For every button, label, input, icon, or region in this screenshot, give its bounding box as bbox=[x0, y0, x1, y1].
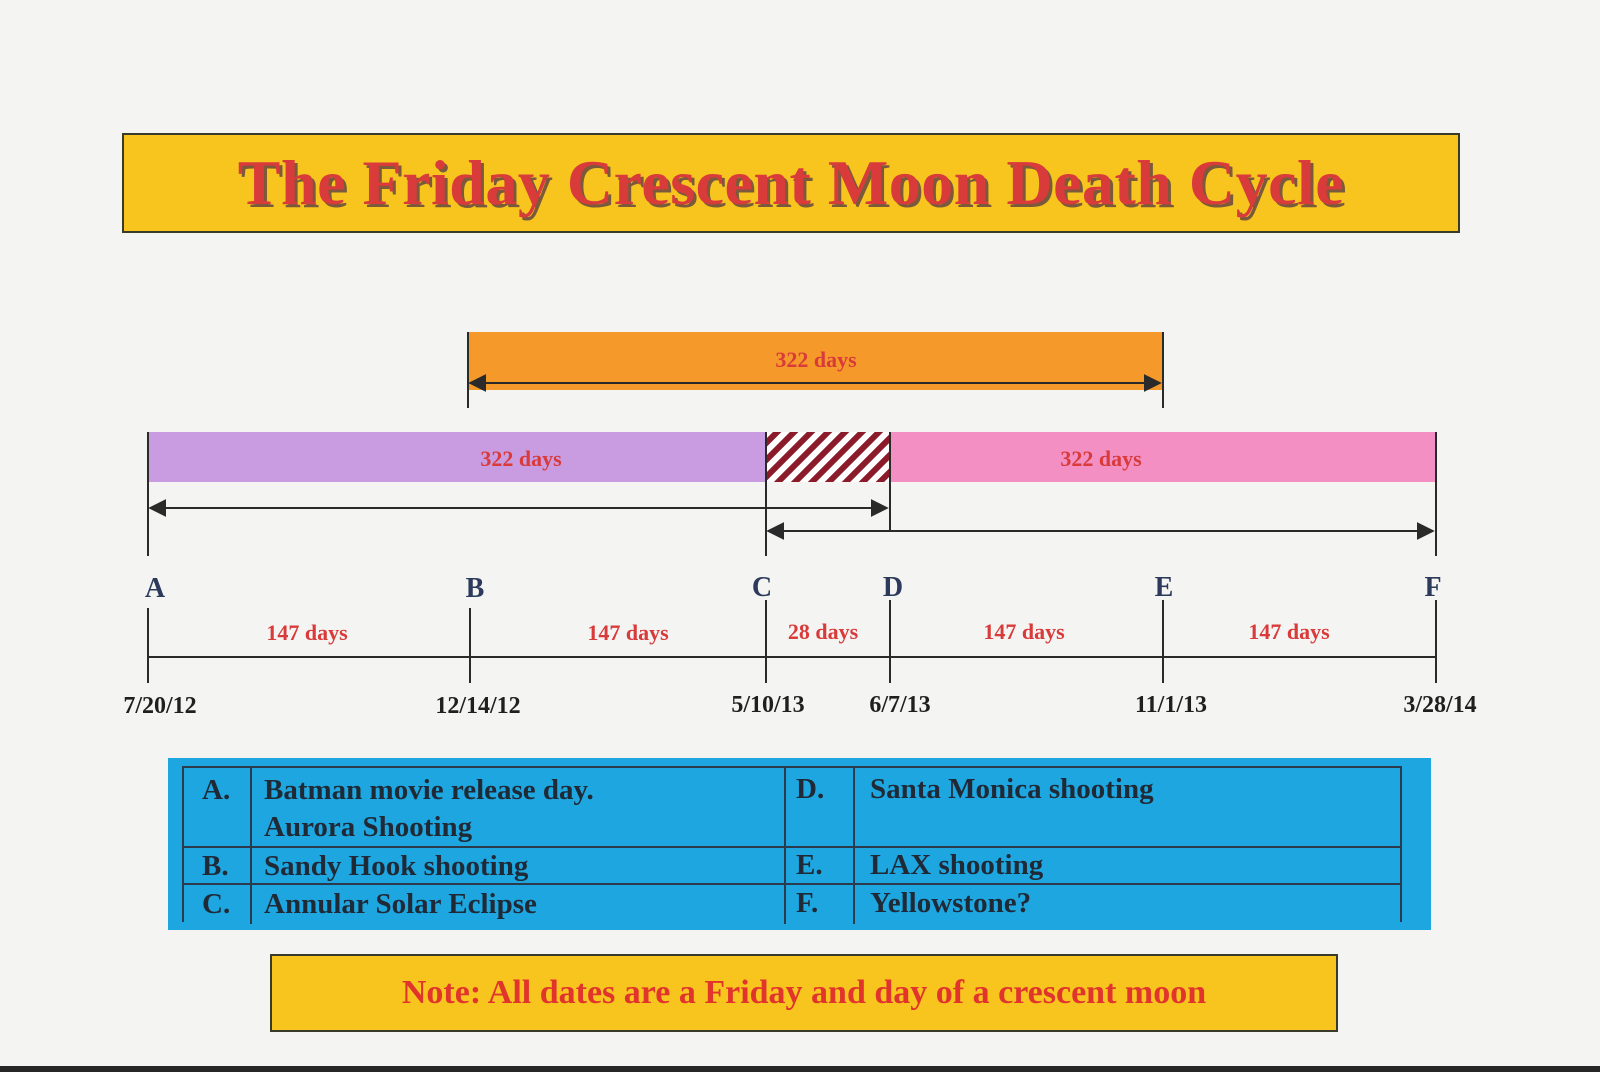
legend-key-d: D. bbox=[796, 773, 825, 805]
legend-desc-a-line1: Batman movie release day. bbox=[264, 774, 594, 806]
legend-grid bbox=[182, 766, 1402, 922]
interval-label-c-d: 28 days bbox=[787, 619, 859, 644]
point-letter-d: D bbox=[882, 572, 904, 603]
point-letter-f: F bbox=[1424, 572, 1442, 603]
interval-label-e-f: 147 days bbox=[1248, 619, 1330, 644]
legend-key-b: B. bbox=[202, 850, 229, 882]
span-label-b-to-e: 322 days bbox=[775, 347, 857, 372]
bottom-border bbox=[0, 1066, 1600, 1072]
legend-key-f: F. bbox=[796, 887, 819, 919]
interval-label-d-e: 147 days bbox=[983, 619, 1065, 644]
legend-desc-a-line2: Aurora Shooting bbox=[264, 811, 473, 843]
point-letter-a: A bbox=[144, 573, 166, 604]
note-text: Note: All dates are a Friday and day of a crescent moon bbox=[401, 974, 1207, 1011]
legend-desc-f: Yellowstone? bbox=[870, 887, 1032, 919]
legend-table bbox=[168, 758, 1431, 930]
span-label-a-to-d: 322 days bbox=[480, 446, 562, 471]
legend-key-c: C. bbox=[202, 888, 231, 920]
point-letter-e: E bbox=[1154, 572, 1174, 603]
legend-desc-c: Annular Solar Eclipse bbox=[264, 888, 537, 920]
legend-desc-d: Santa Monica shooting bbox=[870, 773, 1154, 805]
note-banner bbox=[270, 954, 1338, 1032]
legend-desc-b: Sandy Hook shooting bbox=[264, 850, 529, 882]
date-label-e: 11/1/13 bbox=[1134, 692, 1208, 718]
date-label-f: 3/28/14 bbox=[1403, 692, 1477, 718]
legend-key-a: A. bbox=[202, 774, 231, 806]
interval-label-b-c: 147 days bbox=[587, 620, 669, 645]
legend-desc-e: LAX shooting bbox=[870, 849, 1044, 881]
overlap-hatch-c-to-d bbox=[766, 432, 890, 482]
legend-key-e: E. bbox=[796, 849, 823, 881]
date-label-a: 7/20/12 bbox=[123, 693, 197, 719]
span-label-c-to-f: 322 days bbox=[1060, 446, 1142, 471]
date-label-c: 5/10/13 bbox=[731, 692, 805, 718]
point-letter-c: C bbox=[751, 572, 773, 603]
span-bar-a-to-c bbox=[148, 432, 766, 482]
interval-label-a-b: 147 days bbox=[266, 620, 348, 645]
date-label-b: 12/14/12 bbox=[435, 693, 521, 719]
date-label-d: 6/7/13 bbox=[869, 692, 931, 718]
page-title: The Friday Crescent Moon Death Cycle bbox=[237, 147, 1345, 218]
span-bar-d-to-f bbox=[890, 432, 1436, 482]
point-letter-b: B bbox=[465, 573, 485, 604]
